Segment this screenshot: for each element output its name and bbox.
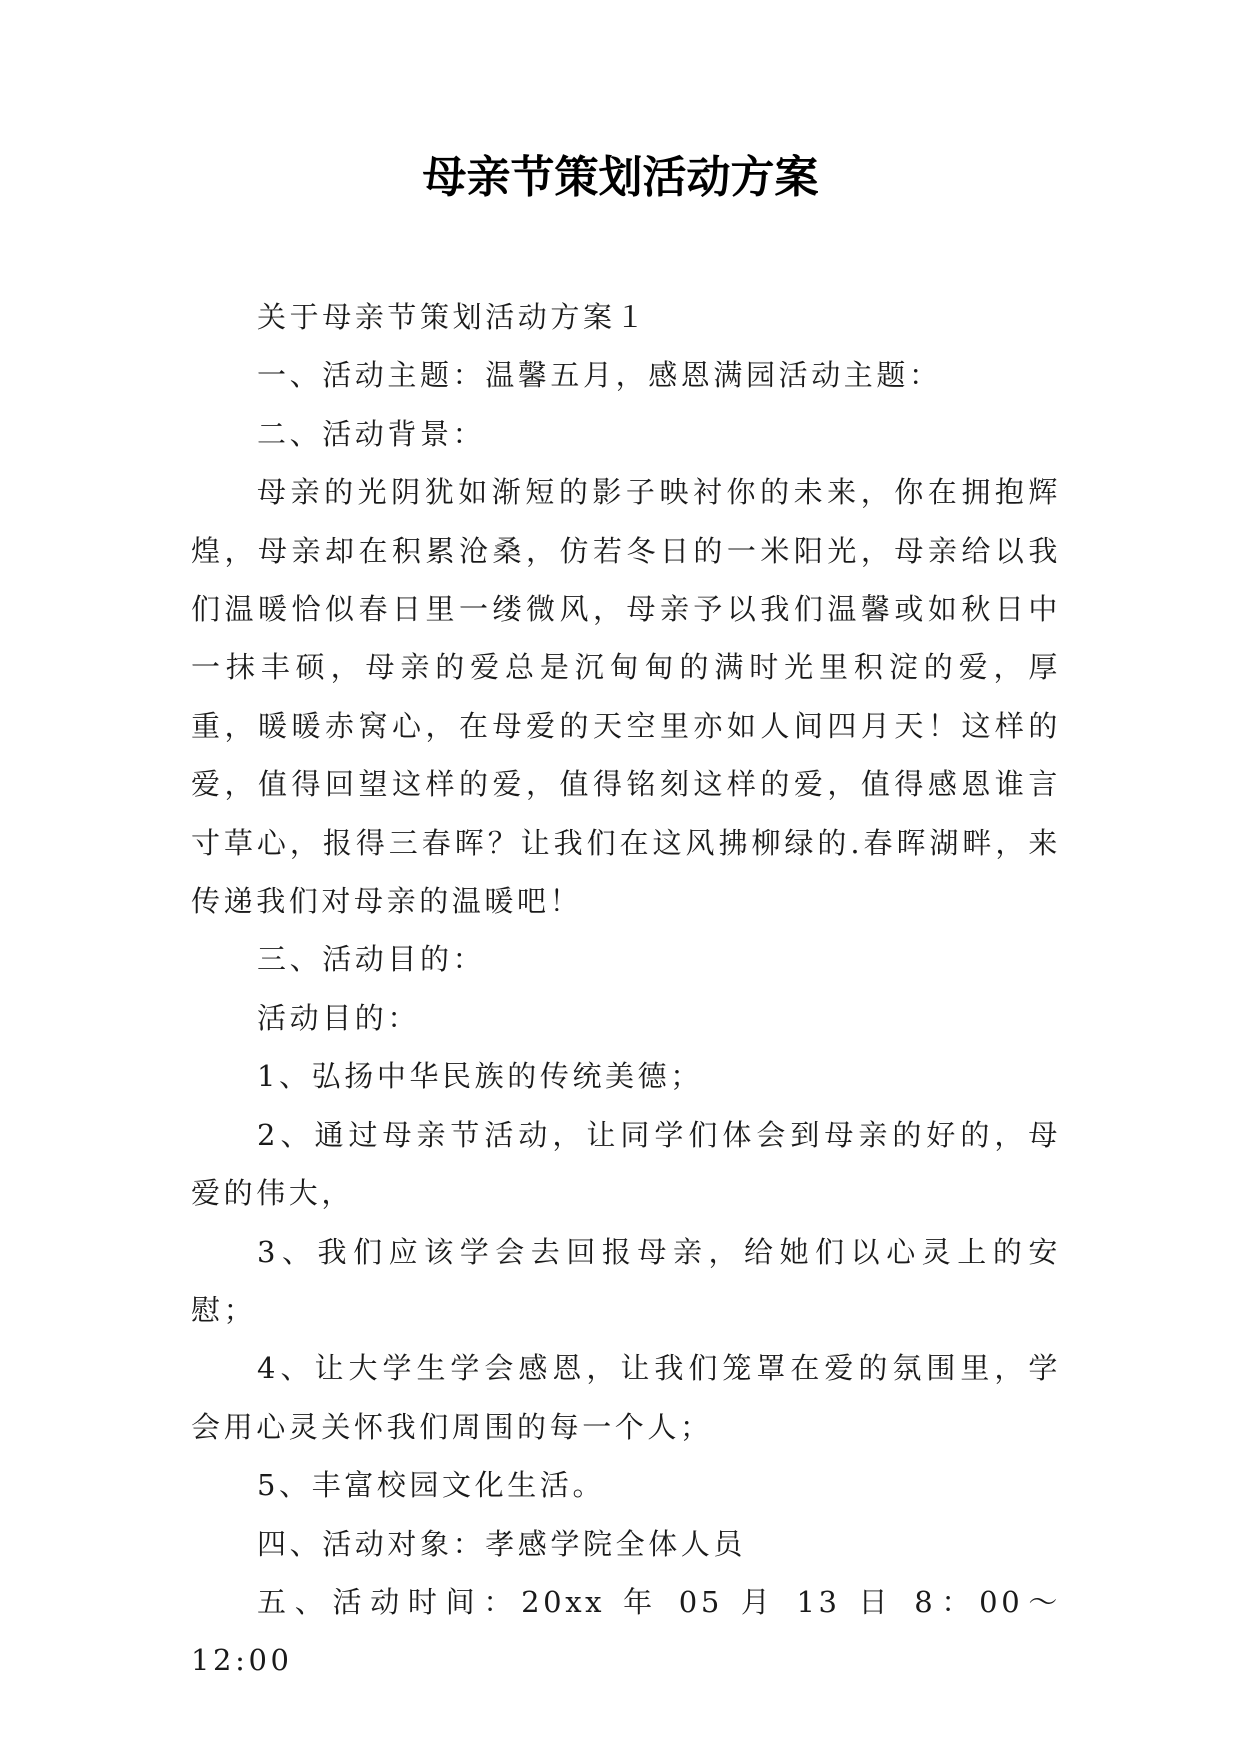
paragraph-purpose-item-5: 5、丰富校园文化生活。 [257,1468,606,1503]
paragraph-heading-plan-1: 关于母亲节策划活动方案１ [257,300,649,334]
paragraph-purpose-item-3: 3、我们应该学会去回报母亲，给她们以心灵上的安慰； [191,1234,1061,1327]
paragraph-section-background: 二、活动背景： [257,416,486,451]
document-title: 母亲节策划活动方案 [422,152,819,203]
paragraph-purpose-item-1: 1、弘扬中华民族的传统美德； [257,1059,703,1094]
paragraph-section-purpose: 三、活动目的： [257,942,486,977]
paragraph-section-theme: 一、活动主题：温馨五月，感恩满园活动主题： [257,358,942,393]
paragraph-purpose-item-4: 4、让大学生学会感恩，让我们笼罩在爱的氛围里，学会用心灵关怀我们周围的每一个人； [191,1351,1061,1444]
paragraph-purpose-item-2: 2、通过母亲节活动，让同学们体会到母亲的好的，母爱的伟大， [191,1117,1061,1211]
paragraph-section-audience: 四、活动对象：孝感学院全体人员 [257,1526,747,1561]
paragraph-section-time: 五、活动时间：20xx 年 05 月 13 日 8：00～12:00 [191,1584,1061,1678]
paragraph-purpose-label: 活动目的： [257,1000,421,1035]
paragraph-background-text: 母亲的光阴犹如渐短的影子映衬你的未来，你在拥抱辉煌，母亲却在积累沧桑，仿若冬日的一米阳光，母亲给以我们温暖恰似春日里一缕微风，母亲予以我们温馨或如秋日中一抹丰硕，母亲的爱总是沉甸甸的满时光里积淀的爱，厚重，暖暖赤窝心，在母爱的天空里亦如人间四月天！这样的爱，值得回望这样的爱，值得铭刻这样的爱，值得感恩谁言寸草心，报得三春晖？让我们在这风拂柳绿的.春晖湖畔，来传递我们对母亲的温暖吧！ [191,475,1061,919]
document-body [191,288,1061,1690]
